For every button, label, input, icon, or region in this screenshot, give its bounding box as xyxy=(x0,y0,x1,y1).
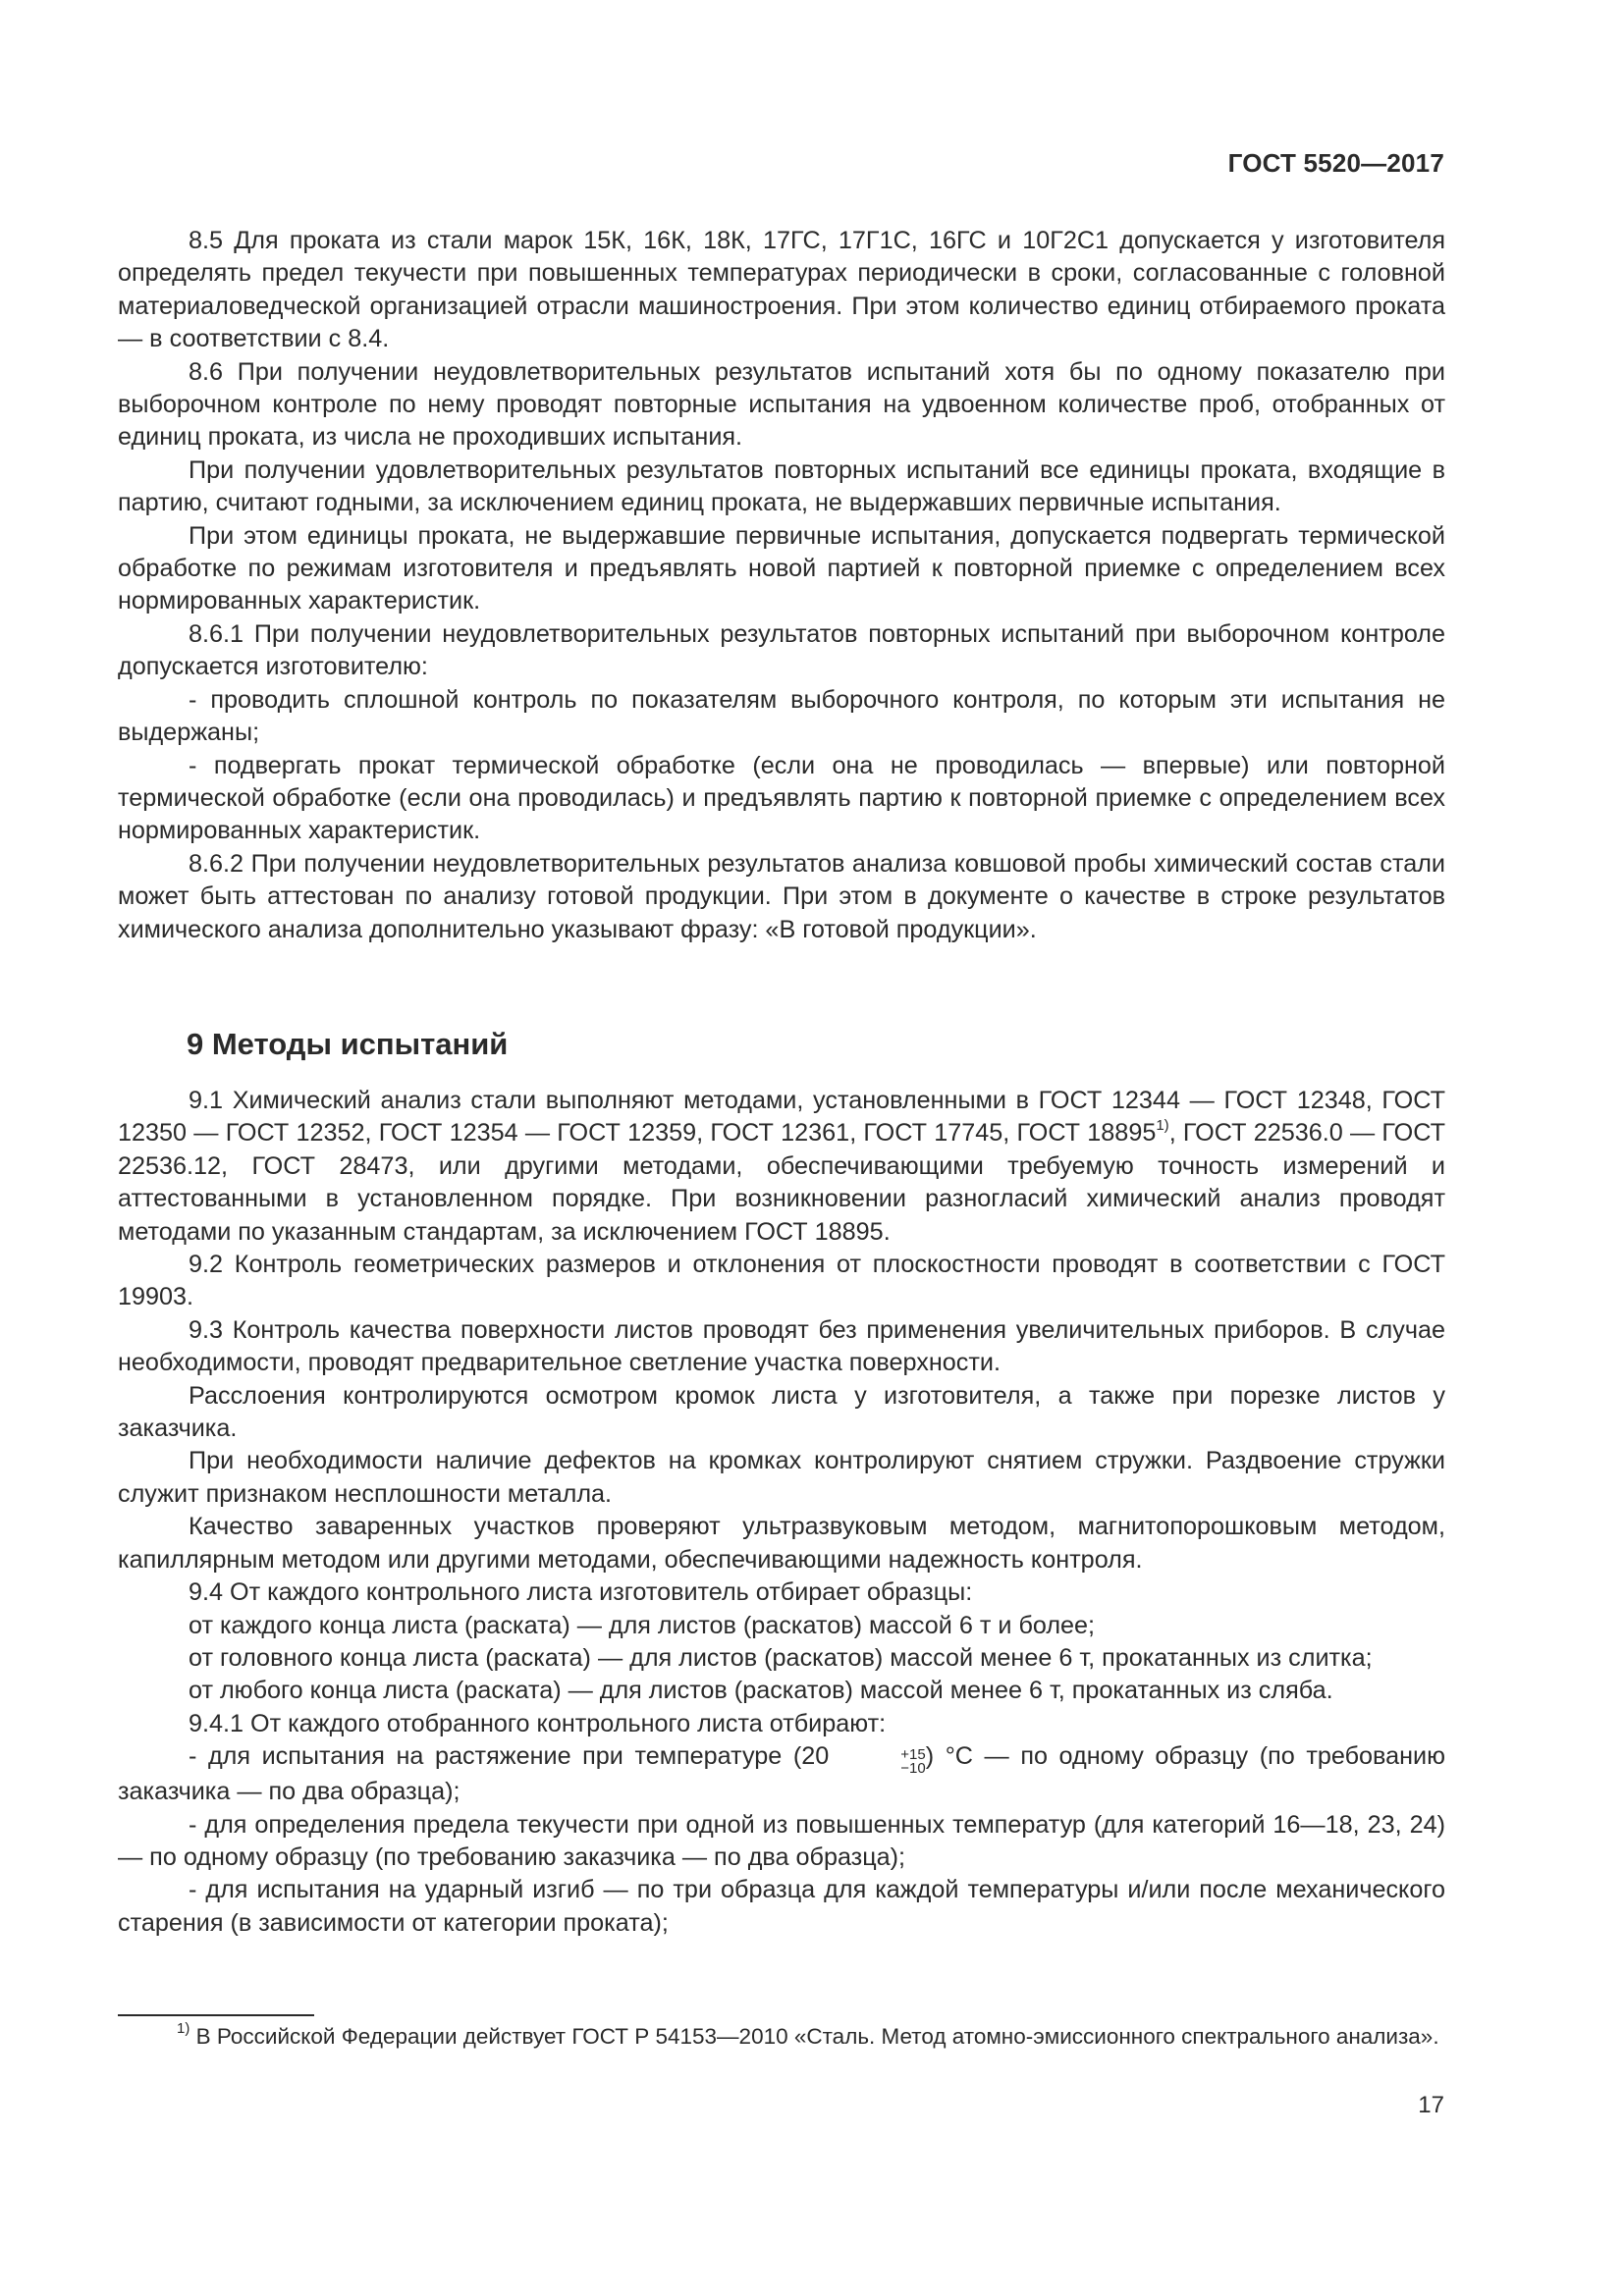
footnote xyxy=(118,2022,1445,2052)
footnote-divider xyxy=(118,2014,314,2016)
list-item: от головного конца листа (раската) — для листов (раскатов) массой менее 6 т, прокатанных из слитка; xyxy=(189,1643,1373,1672)
list-item: от любого конца листа (раската) — для листов (раскатов) массой менее 6 т, прокатанных из сляба. xyxy=(189,1677,1333,1705)
paragraph: При этом единицы проката, не выдержавшие первичные испытания, допускается подвергать термической обработке по режимам изготовителя и предъявлять новой партией к повторной приемке с определением всех нормированных характеристик. xyxy=(118,521,1445,615)
paragraph-8-6-1: 8.6.1 При получении неудовлетворительных результатов повторных испытаний при выборочном контроле допускается изготовителю: xyxy=(118,619,1445,681)
list-item: - для испытания на ударный изгиб — по три образца для каждой температуры и/или после механического старения (в зависимости от категории проката); xyxy=(118,1876,1445,1937)
document-header: ГОСТ 5520—2017 xyxy=(1227,148,1444,178)
section-8-text xyxy=(118,225,1445,946)
tolerance-lower: −10 xyxy=(900,1760,926,1778)
paragraph-8-6-2: 8.6.2 При получении неудовлетворительных результатов анализа ковшовой пробы химический состав стали может быть аттестован по анализу готовой продукции. При этом в документе о качестве в строке результатов химического анализа дополнительно указывают фразу: «В готовой продукции». xyxy=(118,849,1445,943)
paragraph-9-4-1: 9.4.1 От каждого отобранного контрольного листа отбирают: xyxy=(189,1709,887,1737)
paragraph-9-3: 9.3 Контроль качества поверхности листов проводят без применения увеличительных приборов. В случае необходимости, проводят предварительное светление участка поверхности. xyxy=(118,1315,1445,1377)
footnote-text: В Российской Федерации действует ГОСТ Р 54153—2010 «Сталь. Метод атомно-эмиссионного спектрального анализа». xyxy=(189,2024,1439,2049)
section-title: 9 Методы испытаний xyxy=(187,1027,509,1061)
list-item: - подвергать прокат термической обработке (если она не проводилась — впервые) или повторной термической обработке (если она проводилась) и предъявлять партию к повторной приемке с определением всех нормированных характеристик. xyxy=(118,751,1445,845)
list-item: от каждого конца листа (раската) — для листов (раскатов) массой 6 т и более; xyxy=(189,1611,1096,1639)
temp-text-start: - для испытания на растяжение при температуре (20 xyxy=(189,1742,830,1771)
paragraph-9-4: 9.4 От каждого контрольного листа изготовитель отбирает образцы: xyxy=(189,1578,973,1607)
paragraph-9-2: 9.2 Контроль геометрических размеров и отклонения от плоскостности проводят в соответствии с ГОСТ 19903. xyxy=(118,1251,1445,1311)
paragraph: Расслоения контролируются осмотром кромок листа у изготовителя, а также при порезке листов у заказчика. xyxy=(118,1381,1445,1443)
paragraph: При получении удовлетворительных результатов повторных испытаний все единицы проката, входящие в партию, считают годными, за исключением единиц проката, не выдержавших первичные испытания. xyxy=(118,455,1445,517)
tolerance-upper: +15 xyxy=(900,1746,926,1764)
paragraph: Качество заваренных участков проверяют ультразвуковым методом, магнитопорошковым методом, капиллярным методом или другими методами, обеспечивающими надежность контроля. xyxy=(118,1513,1445,1574)
p91-text-start: 9.1 Химический анализ стали выполняют методами, установленными в ГОСТ 12344 — ГОСТ 12348, ГОСТ 12350 — ГОСТ 12352, ГОСТ 12354 — ГОСТ 12359, ГОСТ 12361, ГОСТ 17745, ГОСТ 18895 xyxy=(118,1087,1445,1148)
footnote-reference: 1) xyxy=(1156,1117,1169,1135)
paragraph: При необходимости наличие дефектов на кромках контролируют снятием стружки. Раздвоение стружки служит признаком несплошности металла. xyxy=(118,1447,1445,1508)
paragraph-8-5: 8.5 Для проката из стали марок 15К, 16К, 18К, 17ГС, 17Г1С, 16ГС и 10Г2С1 допускается у изготовителя определять предел текучести при повышенных температурах периодически в сроки, согласованные с головной материаловедческой организацией отрасли машиностроения. При этом количество единиц отбираемого проката — в соответствии с 8.4. xyxy=(118,227,1445,353)
temp-text-end: ) °С — по одному образцу (по требованию заказчика — по два образца); xyxy=(118,1742,1445,1806)
list-item: - проводить сплошной контроль по показателям выборочного контроля, по которым эти испытания не выдержаны; xyxy=(118,685,1445,747)
list-item-tension-test xyxy=(118,1740,1445,1808)
p91-text-end: , ГОСТ 22536.0 — ГОСТ 22536.12, ГОСТ 28473, или другими методами, обеспечивающими требуемую точность измерений и аттестованными в установленном порядке. При возникновении разногласий химический анализ проводят методами по указанным стандартам, за исключением ГОСТ 18895. xyxy=(118,1119,1445,1246)
temperature-tolerance xyxy=(830,1748,925,1776)
paragraph-9-1 xyxy=(118,1085,1445,1249)
list-item: - для определения предела текучести при одной из повышенных температур (для категорий 16—18, 23, 24) — по одному образцу (по требованию заказчика — по два образца); xyxy=(118,1810,1445,1871)
footnote-marker: 1) xyxy=(177,2020,190,2037)
page-number: 17 xyxy=(1418,2092,1444,2118)
section-9-text xyxy=(118,1085,1445,1940)
paragraph-8-6: 8.6 При получении неудовлетворительных результатов испытаний хотя бы по одному показателю при выборочном контроле по нему проводят повторные испытания на удвоенном количестве проб, отобранных от единиц проката, из числа не проходивших испытания. xyxy=(118,357,1445,452)
